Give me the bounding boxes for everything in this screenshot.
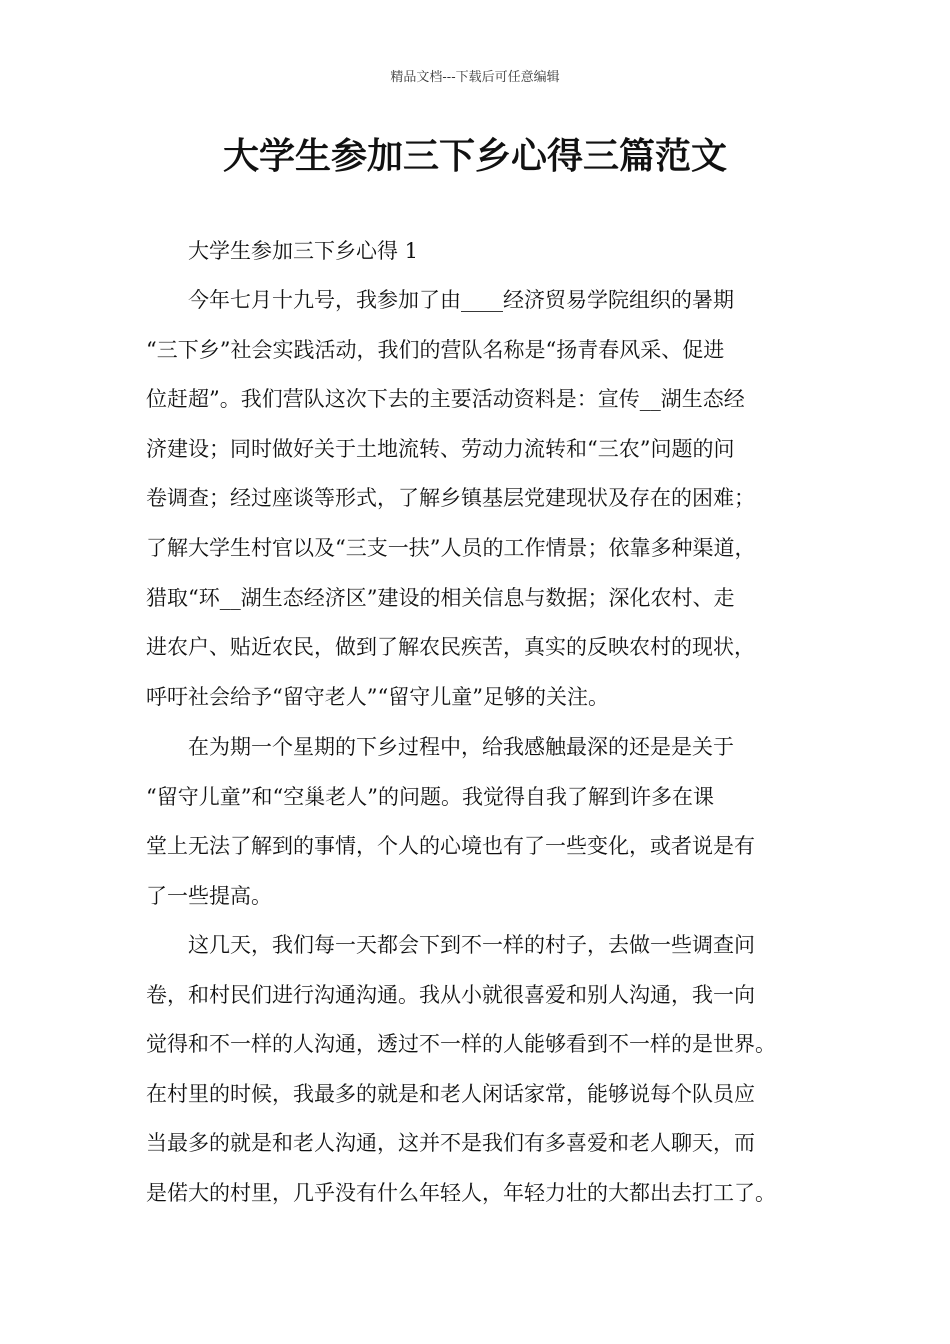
paragraph-line: 卷调查；经过座谈等形式，了解乡镇基层党建现状及存在的困难； bbox=[146, 486, 755, 511]
paragraph-3 bbox=[146, 921, 826, 1219]
paragraph-line: 是偌大的村里，几乎没有什么年轻人，年轻力壮的大都出去打工了。 bbox=[146, 1180, 776, 1205]
paragraph-line: “三下乡”社会实践活动，我们的营队名称是“扬青春风采、促进 bbox=[146, 337, 725, 362]
paragraph-line: 呼吁社会给予“留守老人”“留守儿童”足够的关注。 bbox=[146, 684, 609, 709]
paragraph-line: 觉得和不一样的人沟通，透过不一样的人能够看到不一样的是世界。 bbox=[146, 1032, 776, 1057]
paragraph-line: 今年七月十九号，我参加了由____经济贸易学院组织的暑期 bbox=[188, 288, 734, 312]
paragraph-line: 在村里的时候，我最多的就是和老人闲话家常，能够说每个队员应 bbox=[146, 1081, 755, 1106]
paragraph-line: 堂上无法了解到的事情，个人的心境也有了一些变化，或者说是有 bbox=[146, 834, 755, 859]
paragraph-line: 在为期一个星期的下乡过程中，给我感触最深的还是是关于 bbox=[188, 735, 734, 759]
paragraph-line: 进农户、贴近农民，做到了解农民疾苦，真实的反映农村的现状， bbox=[146, 635, 755, 660]
paragraph-line: 了一些提高。 bbox=[146, 883, 272, 908]
paragraph-line: 这几天，我们每一天都会下到不一样的村子，去做一些调查问 bbox=[188, 933, 755, 957]
section-heading: 大学生参加三下乡心得 1 bbox=[188, 239, 419, 263]
document-title: 大学生参加三下乡心得三篇范文 bbox=[222, 136, 727, 177]
paragraph-2 bbox=[146, 723, 826, 921]
paragraph-line: 了解大学生村官以及“三支一扶”人员的工作情景；依靠多种渠道， bbox=[146, 535, 756, 560]
paragraph-line: 卷，和村民们进行沟通沟通。我从小就很喜爱和别人沟通，我一向 bbox=[146, 982, 755, 1007]
paragraph-line: 位赶超”。我们营队这次下去的主要活动资料是：宣传__湖生态经 bbox=[146, 387, 745, 412]
paragraph-1 bbox=[146, 276, 826, 722]
paragraph-line: 当最多的就是和老人沟通，这并不是我们有多喜爱和老人聊天，而 bbox=[146, 1131, 755, 1156]
paragraph-line: 济建设；同时做好关于土地流转、劳动力流转和“三农”问题的问 bbox=[146, 436, 735, 461]
paragraph-line: 猎取“环__湖生态经济区”建设的相关信息与数据；深化农村、走 bbox=[146, 585, 735, 610]
page-header: 精品文档---下载后可任意编辑 bbox=[390, 70, 560, 85]
paragraph-line: “留守儿童”和“空巢老人”的问题。我觉得自我了解到许多在课 bbox=[146, 784, 714, 809]
